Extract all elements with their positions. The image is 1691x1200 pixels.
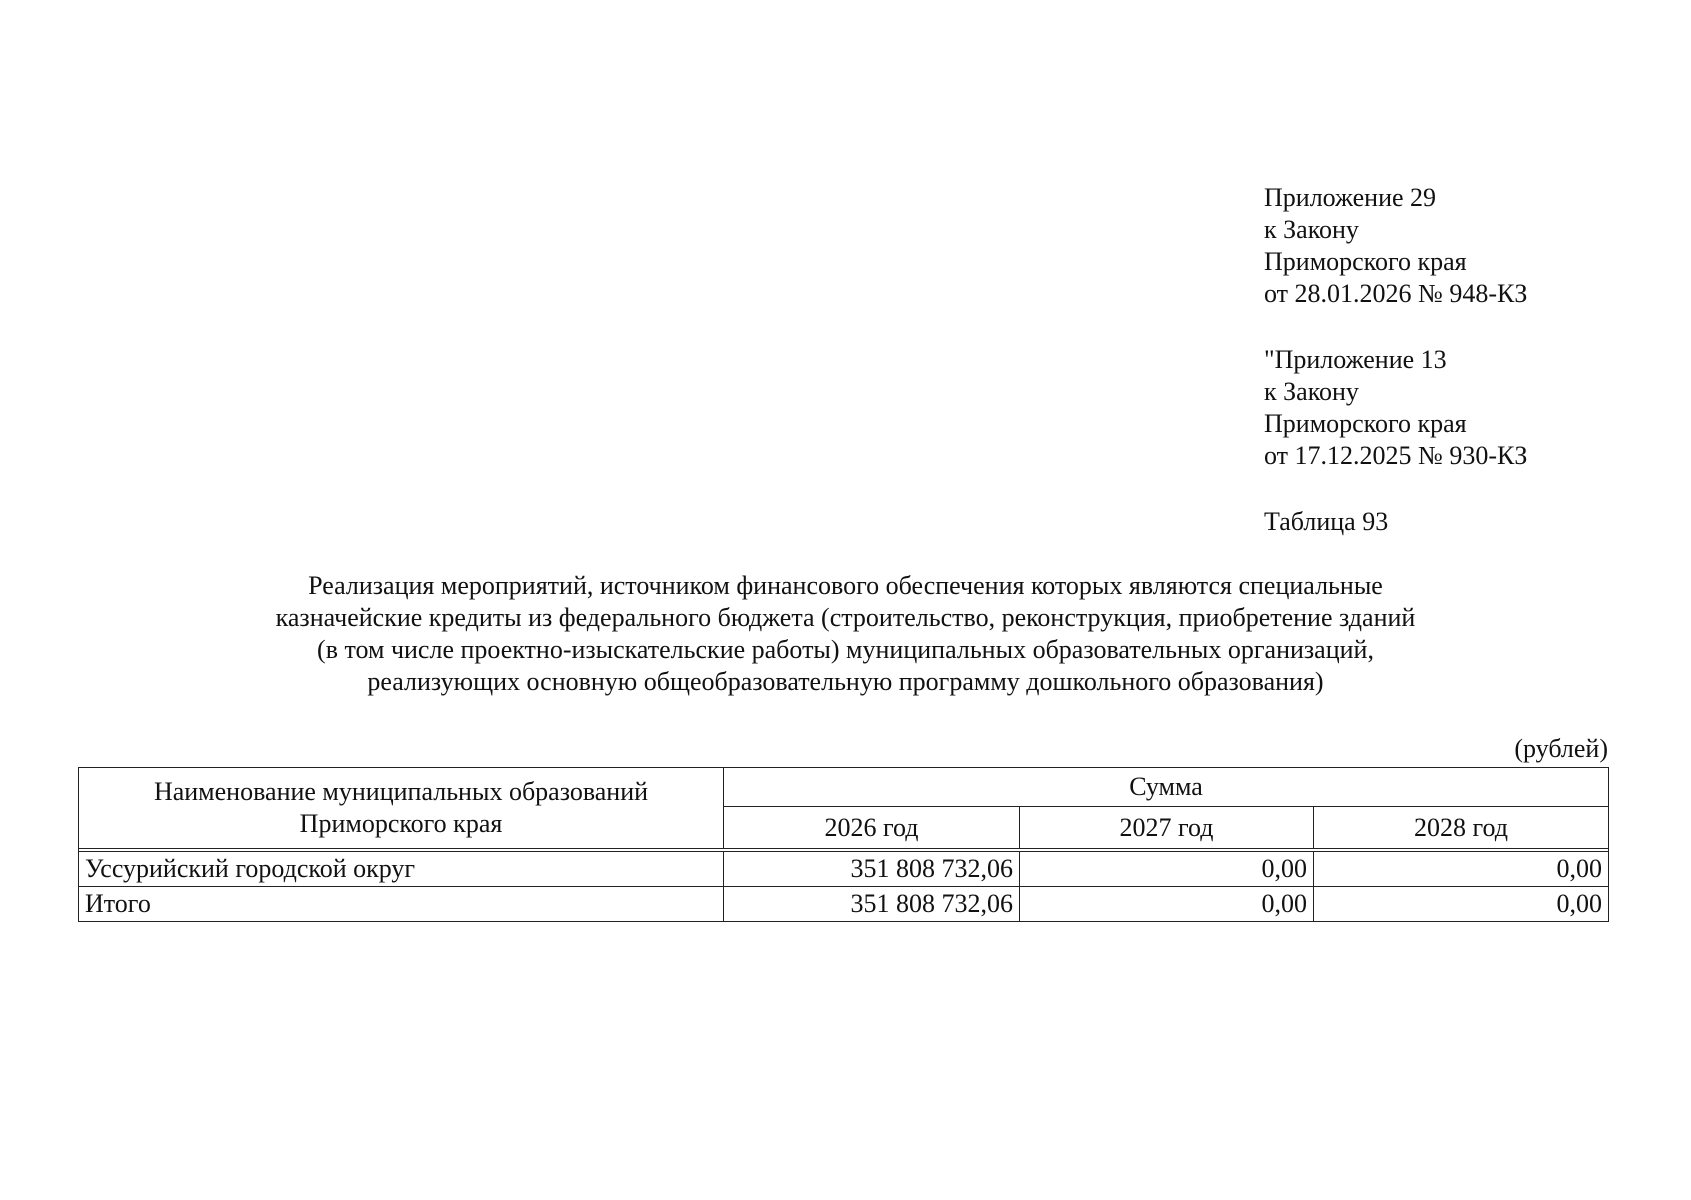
annex-number: "Приложение 13 (1264, 345, 1447, 374)
annex-region: Приморского края (1264, 409, 1467, 438)
budget-table (78, 767, 1609, 922)
title-line: (в том числе проектно-изыскательские работы) муниципальных образовательных организаций, (317, 635, 1374, 664)
annex-number: Приложение 29 (1264, 183, 1437, 212)
annex-law-ref: к Закону (1264, 215, 1359, 244)
header-municipality (79, 768, 724, 849)
annex-law-ref: к Закону (1264, 377, 1359, 406)
header-year-2026: 2026 год (724, 807, 1020, 849)
amount-2028: 0,00 (1314, 852, 1609, 887)
header-municipality-line: Наименование муниципальных образований (153, 777, 649, 806)
units-label: (рублей) (1514, 734, 1608, 763)
header-year-2028: 2028 год (1314, 807, 1609, 849)
header-year-2027: 2027 год (1020, 807, 1314, 849)
annex-header-current (1264, 182, 1527, 310)
annex-header-amended (1264, 344, 1527, 472)
title-line: реализующих основную общеобразовательную программу дошкольного образования) (367, 667, 1324, 696)
title-line: казначейские кредиты из федерального бюджета (строительство, реконструкция, приобретение зданий (275, 603, 1416, 632)
total-row (79, 887, 1609, 922)
total-2028: 0,00 (1314, 887, 1609, 922)
amount-2026: 351 808 732,06 (724, 852, 1020, 887)
municipality-name: Уссурийский городской округ (79, 852, 724, 887)
total-2027: 0,00 (1020, 887, 1314, 922)
table-number: Таблица 93 (1264, 507, 1389, 536)
table-row (79, 852, 1609, 887)
header-municipality-line: Приморского края (299, 809, 503, 838)
annex-region: Приморского края (1264, 247, 1467, 276)
amount-2027: 0,00 (1020, 852, 1314, 887)
header-sum: Сумма (724, 768, 1609, 807)
document-title (160, 570, 1531, 698)
title-line: Реализация мероприятий, источником финансового обеспечения которых являются специальные (308, 571, 1383, 600)
total-2026: 351 808 732,06 (724, 887, 1020, 922)
annex-law-date: от 17.12.2025 № 930-КЗ (1264, 441, 1528, 470)
annex-law-date: от 28.01.2026 № 948-КЗ (1264, 279, 1528, 308)
total-label: Итого (79, 887, 724, 922)
